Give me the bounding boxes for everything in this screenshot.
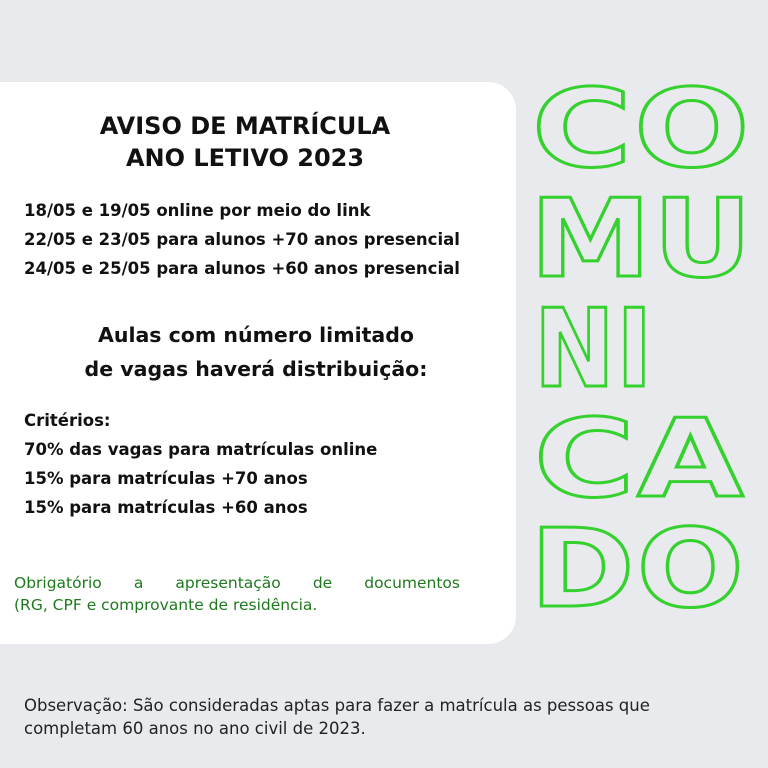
documents-notice xyxy=(14,572,460,616)
notice-title xyxy=(0,110,490,174)
criteria-list xyxy=(24,406,377,522)
criteria-item: 15% para matrículas +70 anos xyxy=(24,469,308,488)
enrollment-dates xyxy=(24,196,460,283)
limited-seats-heading xyxy=(0,318,512,386)
banner-line-ni: NI xyxy=(534,287,654,412)
banner-line-ca: CA xyxy=(534,397,746,522)
criteria-item: 15% para matrículas +60 anos xyxy=(24,498,308,517)
documents-line-1: Obrigatório a apresentação de documentos xyxy=(14,574,460,592)
criteria-title: Critérios: xyxy=(24,411,111,430)
date-item-70: 22/05 e 23/05 para alunos +70 anos presencial xyxy=(24,230,460,249)
limited-line-1: Aulas com número limitado xyxy=(97,323,414,347)
banner-line-mu: MU xyxy=(530,177,754,302)
banner-line-co: CO xyxy=(532,70,752,192)
title-line-2: ANO LETIVO 2023 xyxy=(125,144,365,172)
date-item-60: 24/05 e 25/05 para alunos +60 anos presencial xyxy=(24,259,460,278)
criteria-item: 70% das vagas para matrículas online xyxy=(24,440,378,459)
observation-note xyxy=(24,694,724,740)
observation-line-1: Observação: São consideradas aptas para fazer a matrícula as pessoas que xyxy=(24,696,650,715)
documents-line-2: (RG, CPF e comprovante de residência. xyxy=(14,596,318,614)
comunicado-outline-text xyxy=(516,70,768,610)
observation-line-2: completam 60 anos no ano civil de 2023. xyxy=(24,719,366,738)
limited-line-2: de vagas haverá distribuição: xyxy=(84,357,428,381)
title-line-1: AVISO DE MATRÍCULA xyxy=(99,112,391,140)
date-item-online: 18/05 e 19/05 online por meio do link xyxy=(24,201,371,220)
banner-line-do: DO xyxy=(530,507,746,610)
comunicado-banner xyxy=(516,70,768,610)
